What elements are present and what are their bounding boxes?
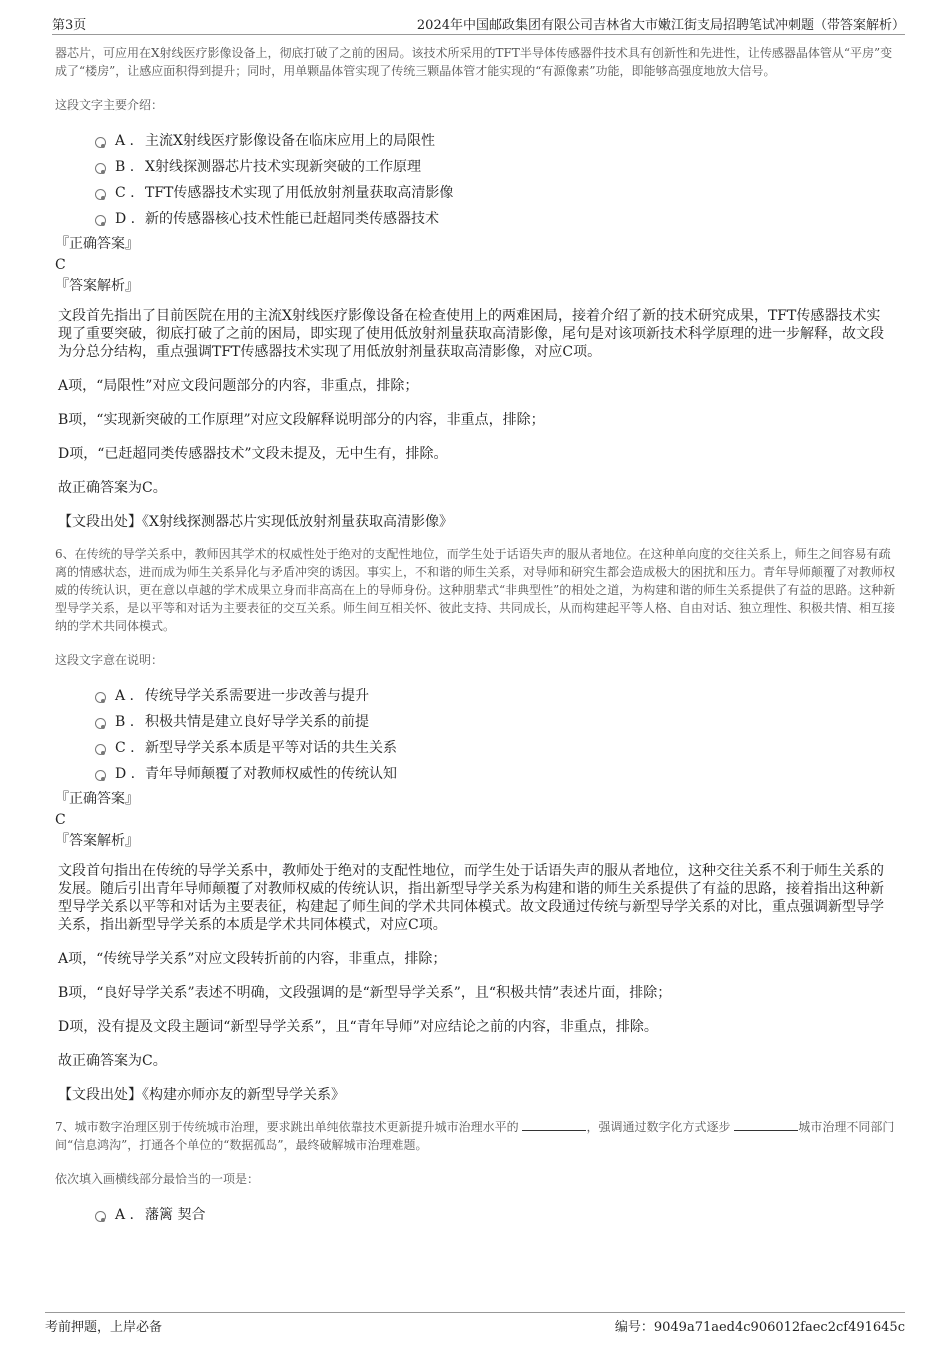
page-content	[55, 44, 900, 1230]
radio-icon[interactable]	[95, 215, 106, 226]
q5-answer: C	[55, 257, 66, 273]
q5-option-b[interactable]: B . X射线探测器芯片技术实现新突破的工作原理	[95, 154, 900, 180]
footer-slogan: 考前押题，上岸必备	[45, 1320, 163, 1335]
q6-analysis: 文段首句指出在传统的导学关系中，教师处于绝对的支配性地位，而学生处于话语失声的服从者地位，这种交往关系不利于师生关系的发展。随后引出青年导师颠覆了对教师权威的传统认识，指出新型导学关系为构建和谐的师生关系提供了有益的思路，接着指出这种新型导学关系以平等和对话为主要表征，构建起了师生间的学术共同体模式。故文段通过传统与新型导学关系的对比，重点强调新型导学关系，指出新型导学关系的本质是学术共同体模式，对应C项。	[58, 863, 884, 933]
q5-answer-label: 『正确答案』	[55, 236, 139, 252]
q6-analysis-line: D项，没有提及文段主题词“新型导学关系”，且“青年导师”对应结论之前的内容，非重点，排除。	[58, 1019, 658, 1035]
q5-analysis-line: D项，“已赶超同类传感器技术”文段未提及，无中生有，排除。	[58, 446, 448, 462]
q6-analysis-line: 故正确答案为C。	[58, 1053, 167, 1069]
fill-blank[interactable]	[734, 1118, 798, 1131]
radio-icon[interactable]	[95, 692, 106, 703]
page-number: 第3页	[52, 18, 87, 33]
q7-options	[95, 1202, 900, 1228]
q6-option-d[interactable]: D . 青年导师颠覆了对教师权威性的传统认知	[95, 761, 900, 787]
q7-text: 7、城市数字治理区别于传统城市治理，要求跳出单纯依靠技术更新提升城市治理水平的 ，强调通过数字化方式逐步 城市治理不同部门间“信息鸿沟”，打通各个单位的“数据孤岛”，最终破解城市治理难题。	[55, 1120, 895, 1152]
q5-analysis-line: 故正确答案为C。	[58, 480, 167, 496]
q7-prompt: 依次填入画横线部分最恰当的一项是：	[55, 1172, 260, 1186]
q5-intro: 器芯片，可应用在X射线医疗影像设备上，彻底打破了之前的困局。该技术所采用的TFT半导体传感器件技术具有创新性和先进性，让传感器晶体管从“平房”变成了“楼房”，让感应面积得到提升；同时，用单颗晶体管实现了传统三颗晶体管才能实现的“有源像素”功能，即能够高强度地放大信号。	[55, 46, 893, 78]
document-title: 2024年中国邮政集团有限公司吉林省大市嫩江街支局招聘笔试冲刺题（带答案解析）	[416, 18, 905, 33]
document-id: 编号：9049a71aed4c906012faec2cf491645c	[614, 1320, 905, 1335]
page-header	[52, 12, 905, 35]
q6-analysis-line: B项，“良好导学关系”表述不明确，文段强调的是“新型导学关系”，且“积极共情”表述片面，排除；	[58, 985, 672, 1001]
q5-options	[95, 128, 900, 232]
q5-analysis-line: B项，“实现新突破的工作原理”对应文段解释说明部分的内容，非重点，排除；	[58, 412, 545, 428]
q6-analysis-line: A项，“传统导学关系”对应文段转折前的内容，非重点，排除；	[58, 951, 447, 967]
q5-option-c[interactable]: C . TFT传感器技术实现了用低放射剂量获取高清影像	[95, 180, 900, 206]
q5-analysis: 文段首先指出了目前医院在用的主流X射线医疗影像设备在检查使用上的两难困局，接着介绍了新的技术研究成果，TFT传感器技术实现了重要突破，彻底打破了之前的困局，即实现了使用低放射剂量获取高清影像，尾句是对该项新技术科学原理的进一步解释，故文段为分总分结构，重点强调TFT传感器技术实现了用低放射剂量获取高清影像，对应C项。	[58, 308, 884, 360]
radio-icon[interactable]	[95, 1211, 106, 1222]
q7-option-a[interactable]: A . 藩篱 契合	[95, 1202, 900, 1228]
radio-icon[interactable]	[95, 137, 106, 148]
q6-options	[95, 683, 900, 787]
q6-answer: C	[55, 812, 66, 828]
q6-analysis-label: 『答案解析』	[55, 833, 139, 849]
radio-icon[interactable]	[95, 770, 106, 781]
q6-option-a[interactable]: A . 传统导学关系需要进一步改善与提升	[95, 683, 900, 709]
q5-option-a[interactable]: A . 主流X射线医疗影像设备在临床应用上的局限性	[95, 128, 900, 154]
radio-icon[interactable]	[95, 163, 106, 174]
q6-source: 【文段出处】《构建亦师亦友的新型导学关系》	[58, 1087, 345, 1103]
fill-blank[interactable]	[522, 1118, 586, 1131]
q6-answer-label: 『正确答案』	[55, 791, 139, 807]
q6-option-c[interactable]: C . 新型导学关系本质是平等对话的共生关系	[95, 735, 900, 761]
page-footer	[45, 1312, 905, 1337]
q6-text: 6、在传统的导学关系中，教师因其学术的权威性处于绝对的支配性地位，而学生处于话语失声的服从者地位。在这种单向度的交往关系上，师生之间容易有疏离的情感状态，进而成为师生关系异化与矛盾冲突的诱因。事实上，不和谐的师生关系，对导师和研究生都会造成极大的困扰和压力。青年导师颠覆了对教师权威的传统认识，更在意以卓越的学术成果立身而非高高在上的导师身份。这种朋辈式“非典型性”的相处之道，为构建和谐的师生关系提供了有益的思路。这种新型导学关系，是以平等和对话为主要表征的交互关系。师生间互相关怀、彼此支持、共同成长，从而构建起平等人格、自由对话、独立理性、积极共情、相互接纳的学术共同体模式。	[55, 547, 896, 633]
q6-prompt: 这段文字意在说明：	[55, 653, 164, 667]
radio-icon[interactable]	[95, 744, 106, 755]
q5-analysis-label: 『答案解析』	[55, 278, 139, 294]
q5-prompt: 这段文字主要介绍：	[55, 98, 164, 112]
radio-icon[interactable]	[95, 718, 106, 729]
q5-analysis-line: A项，“局限性”对应文段问题部分的内容，非重点，排除；	[58, 378, 419, 394]
q6-option-b[interactable]: B . 积极共情是建立良好导学关系的前提	[95, 709, 900, 735]
q5-source: 【文段出处】《X射线探测器芯片实现低放射剂量获取高清影像》	[58, 514, 453, 530]
q5-option-d[interactable]: D . 新的传感器核心技术性能已赶超同类传感器技术	[95, 206, 900, 232]
radio-icon[interactable]	[95, 189, 106, 200]
